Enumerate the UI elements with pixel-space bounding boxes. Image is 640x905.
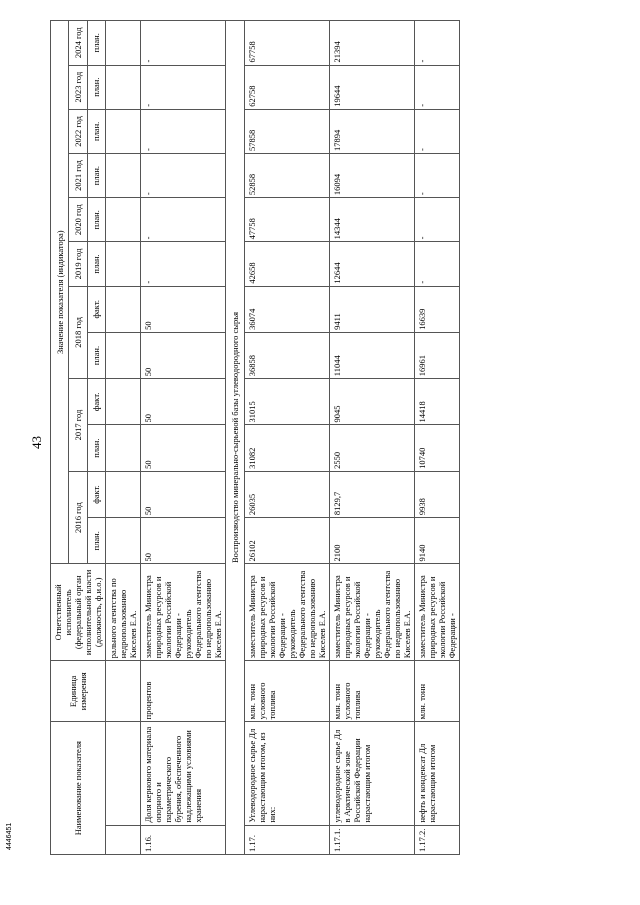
row-unit: процентов <box>141 661 226 722</box>
value-cell: 36858 <box>245 332 330 378</box>
value-cell: 8129,7 <box>330 471 415 517</box>
row-name: Доля кернового материала опорного и параметрического бурения, обеспеченного надлежащими условиями хранения <box>141 722 226 825</box>
row-unit: млн. тонн <box>415 661 460 722</box>
header-plan: план. <box>87 518 105 564</box>
row-unit: млн. тонн условного топлива <box>330 661 415 722</box>
value-cell: 36074 <box>245 286 330 332</box>
header-plan: план. <box>87 242 105 286</box>
value-cell: 17894 <box>330 109 415 153</box>
value-cell: - <box>141 65 226 109</box>
value-cell: 47758 <box>245 198 330 242</box>
header-year-2019: 2019 год <box>69 242 87 286</box>
value-cell: 50 <box>141 332 226 378</box>
document-code: 4446451 <box>6 822 13 850</box>
row-unit: млн. тонн условного топлива <box>245 661 330 722</box>
header-fact: факт. <box>87 286 105 332</box>
header-exec: Ответственный исполнитель (федеральный орган исполнительной власти (должность, ф.и.о.) <box>51 564 106 661</box>
value-cell: - <box>415 242 460 286</box>
header-year-2021: 2021 год <box>69 153 87 197</box>
table-row <box>245 21 330 855</box>
value-cell: - <box>415 153 460 197</box>
row-num: 1.17. <box>245 825 330 854</box>
value-cell: 12644 <box>330 242 415 286</box>
row-exec: заместитель Министра природных ресурсов и экологии Российской Федерации - руководитель Федерального агентства по недропользованию Киселев Е.А. <box>141 564 226 661</box>
value-cell: 52858 <box>245 153 330 197</box>
header-plan: план. <box>87 109 105 153</box>
value-cell: - <box>141 21 226 66</box>
row-num: 1.17.2. <box>415 825 460 854</box>
value-cell: - <box>415 65 460 109</box>
header-plan: план. <box>87 21 105 66</box>
header-unit: Единица измерения <box>51 661 106 722</box>
value-cell: 2550 <box>330 425 415 471</box>
header-name: Наименование показателя <box>51 722 106 855</box>
table-row <box>415 21 460 855</box>
row-num: 1.17.1. <box>330 825 415 854</box>
page-number: 43 <box>29 436 44 449</box>
value-cell: 19644 <box>330 65 415 109</box>
value-cell: 26102 <box>245 518 330 564</box>
value-cell: 10740 <box>415 425 460 471</box>
header-plan: план. <box>87 332 105 378</box>
value-cell: 16094 <box>330 153 415 197</box>
value-cell: 31082 <box>245 425 330 471</box>
table-row <box>141 21 226 855</box>
value-cell: 21394 <box>330 21 415 66</box>
header-fact: факт. <box>87 471 105 517</box>
value-cell: - <box>141 109 226 153</box>
value-cell: 31015 <box>245 379 330 425</box>
value-cell: 9411 <box>330 286 415 332</box>
value-cell: - <box>415 198 460 242</box>
value-cell: 50 <box>141 518 226 564</box>
header-values: Значение показателя (индикатора) <box>51 21 69 564</box>
rotated-table-container <box>50 20 560 855</box>
value-cell: 9938 <box>415 471 460 517</box>
value-cell: - <box>141 198 226 242</box>
value-cell: - <box>141 153 226 197</box>
row-name: нефть и конденсат Дл нарастающим итогом <box>415 722 460 825</box>
row-exec: заместитель Министра природных ресурсов и экологии Российской Федерации - руководитель Федерального агентства по недропользованию Киселев Е.А. <box>245 564 330 661</box>
value-cell: 42658 <box>245 242 330 286</box>
header-year-2016: 2016 год <box>69 471 87 564</box>
row-exec: заместитель Министра природных ресурсов и экологии Российской Федерации - <box>415 564 460 661</box>
header-year-2023: 2023 год <box>69 65 87 109</box>
value-cell: 9045 <box>330 379 415 425</box>
value-cell: 57858 <box>245 109 330 153</box>
value-cell: - <box>415 21 460 66</box>
header-plan: план. <box>87 198 105 242</box>
section-title: Воспроизводство минерально-сырьевой базы углеводородного сырья <box>226 21 245 855</box>
value-cell: 50 <box>141 379 226 425</box>
value-cell: 11044 <box>330 332 415 378</box>
value-cell: 14418 <box>415 379 460 425</box>
section-row <box>226 21 245 855</box>
value-cell: 50 <box>141 286 226 332</box>
header-year-2018: 2018 год <box>69 286 87 379</box>
header-year-2024: 2024 год <box>69 21 87 66</box>
table-row <box>330 21 415 855</box>
row-exec: заместитель Министра природных ресурсов и экологии Российской Федерации - руководитель Федерального агентства по недропользованию Киселев Е.А. <box>330 564 415 661</box>
header-plan: план. <box>87 153 105 197</box>
header-fact: факт. <box>87 379 105 425</box>
exec-continuation: рального агентства по недропользованию Киселев Е.А. <box>106 564 141 661</box>
value-cell: 50 <box>141 471 226 517</box>
header-plan: план. <box>87 65 105 109</box>
value-cell: 62758 <box>245 65 330 109</box>
value-cell: - <box>141 242 226 286</box>
row-name: Углеводородное сырье Дл нарастающим итогом, из них: <box>245 722 330 825</box>
value-cell: 67758 <box>245 21 330 66</box>
value-cell: 14344 <box>330 198 415 242</box>
indicator-table <box>50 20 460 855</box>
header-year-2022: 2022 год <box>69 109 87 153</box>
value-cell: 9140 <box>415 518 460 564</box>
header-year-2020: 2020 год <box>69 198 87 242</box>
table-row <box>106 21 141 855</box>
value-cell: 2100 <box>330 518 415 564</box>
value-cell: 16639 <box>415 286 460 332</box>
value-cell: 26035 <box>245 471 330 517</box>
value-cell: - <box>415 109 460 153</box>
header-plan: план. <box>87 425 105 471</box>
value-cell: 16961 <box>415 332 460 378</box>
value-cell: 50 <box>141 425 226 471</box>
row-name: углеводородное сырье Дл в Арктической зоне Российской Федерации нарастающим итогом <box>330 722 415 825</box>
header-year-2017: 2017 год <box>69 379 87 472</box>
row-num: 1.16. <box>141 825 226 854</box>
